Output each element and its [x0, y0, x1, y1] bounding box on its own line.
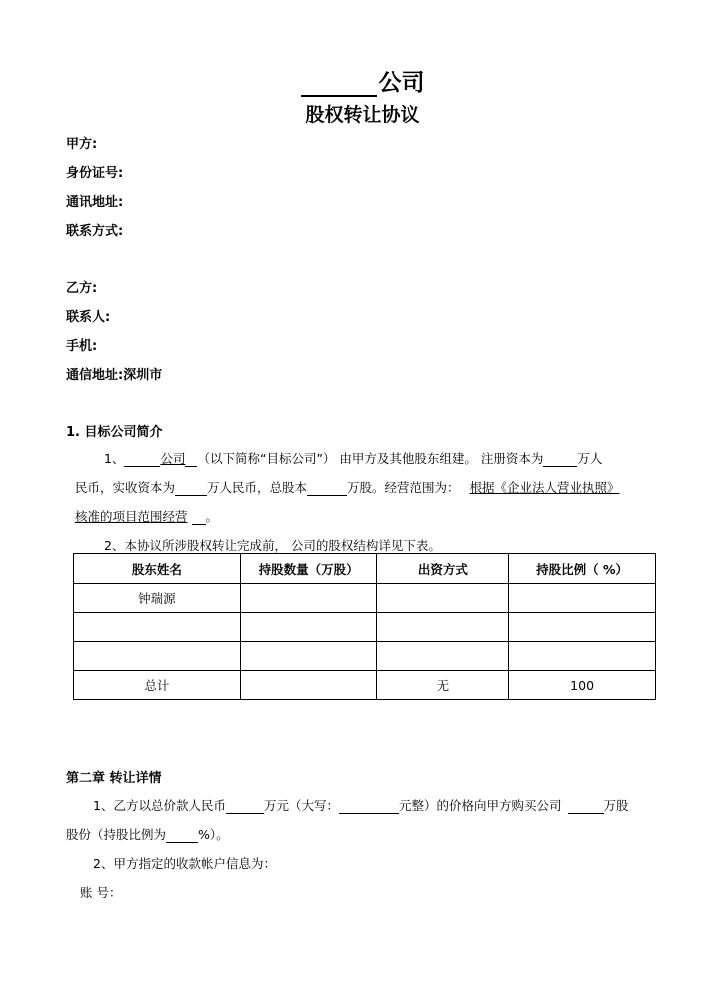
share-ratio-blank [166, 828, 198, 843]
table-cell [240, 613, 377, 642]
table-cell [377, 642, 509, 671]
table-cell: 钟瑞源 [74, 584, 241, 613]
document-title [0, 64, 725, 97]
table-header-row [74, 554, 656, 584]
table-cell: 100 [509, 671, 656, 700]
company-name-blank [301, 73, 377, 97]
p1-company: 公司 [160, 451, 186, 466]
table-cell [240, 584, 377, 613]
price-in-words-blank [339, 799, 399, 814]
table-header-cell: 出资方式 [377, 554, 509, 584]
table-header-cell: 持股比例（ %） [509, 554, 656, 584]
total-price-blank [226, 799, 264, 814]
table-cell [377, 613, 509, 642]
p1-scope: 根据《企业法人营业执照》 [469, 480, 620, 495]
section1-paragraph2: 2、本协议所涉股权转让完成前， 公司的股权结构详见下表。 [104, 538, 441, 553]
party-a-contact-label: 联系方式: [66, 224, 124, 239]
c2-p1-b: 万元（大写： [263, 798, 339, 813]
total-shares-blank [307, 481, 347, 496]
table-total-row [74, 671, 656, 700]
table-cell [509, 642, 656, 671]
table-header-cell: 持股数量（万股） [240, 554, 377, 584]
company-blank [124, 452, 160, 467]
table-cell [74, 642, 241, 671]
chapter2-paragraph2: 2、甲方指定的收款帐户信息为： [93, 856, 276, 871]
account-number-label: 账 号： [80, 885, 122, 900]
chapter2-paragraph1-line2 [66, 825, 229, 843]
p1-unit1: 万人 [577, 451, 603, 466]
share-count-blank [568, 799, 604, 814]
section1-paragraph1-line1 [104, 449, 602, 467]
chapter2-heading: 第二章 转让详情 [66, 771, 162, 786]
p1-line2-b: 万人民币，总股本 [207, 480, 308, 495]
party-b-phone-label: 手机: [66, 339, 98, 354]
p1-prefix: 1、 [104, 451, 125, 466]
p1-line2-c: 万股。经营范围为： [347, 480, 460, 495]
c2-p1-a: 1、乙方以总价款人民币 [93, 798, 226, 813]
table-cell: 总计 [74, 671, 241, 700]
p1-line3: 核准的项目范围经营 [75, 509, 188, 524]
party-b-address [66, 364, 162, 383]
p1-line2-a: 民币，实收资本为 [75, 480, 176, 495]
party-a-address-label: 通讯地址: [66, 195, 124, 210]
title-suffix: 公司 [378, 70, 425, 96]
table-header-cell: 股东姓名 [74, 554, 241, 584]
table-cell: 无 [377, 671, 509, 700]
c2-p1-c: 元整）的价格向甲方购买公司 [398, 798, 562, 813]
registered-capital-blank [543, 452, 577, 467]
party-b-address-label: 通信地址: [66, 368, 124, 383]
table-row [74, 584, 656, 613]
table-cell [240, 642, 377, 671]
table-row [74, 642, 656, 671]
document-subtitle: 股权转让协议 [305, 104, 420, 126]
party-b-label: 乙方: [66, 281, 98, 296]
table-cell [509, 613, 656, 642]
table-cell [240, 671, 377, 700]
shareholding-table [73, 553, 656, 700]
company-blank-tail [185, 452, 197, 467]
section1-heading: 1. 目标公司简介 [66, 425, 163, 440]
section1-paragraph1-line2 [75, 478, 620, 496]
party-a-label: 甲方: [66, 137, 98, 152]
paidin-capital-blank [175, 481, 207, 496]
c2-p1-line2-b: %）。 [198, 827, 229, 842]
p1-line3-end: 。 [205, 509, 219, 524]
scope-tail-blank [192, 510, 206, 525]
section1-paragraph1-line3 [75, 507, 218, 525]
table-cell [377, 584, 509, 613]
table-cell [74, 613, 241, 642]
c2-p1-d: 万股 [603, 798, 629, 813]
chapter2-paragraph1-line1 [93, 796, 629, 814]
party-b-address-value: 深圳市 [123, 368, 163, 383]
p1-mid: （以下简称“目标公司”） 由甲方及其他股东组建。 注册资本为 [197, 451, 544, 466]
table-cell [509, 584, 656, 613]
c2-p1-line2-a: 股份（持股比例为 [66, 827, 167, 842]
party-a-id-label: 身份证号: [66, 166, 124, 181]
table-row [74, 613, 656, 642]
party-b-contact-person-label: 联系人: [66, 310, 111, 325]
